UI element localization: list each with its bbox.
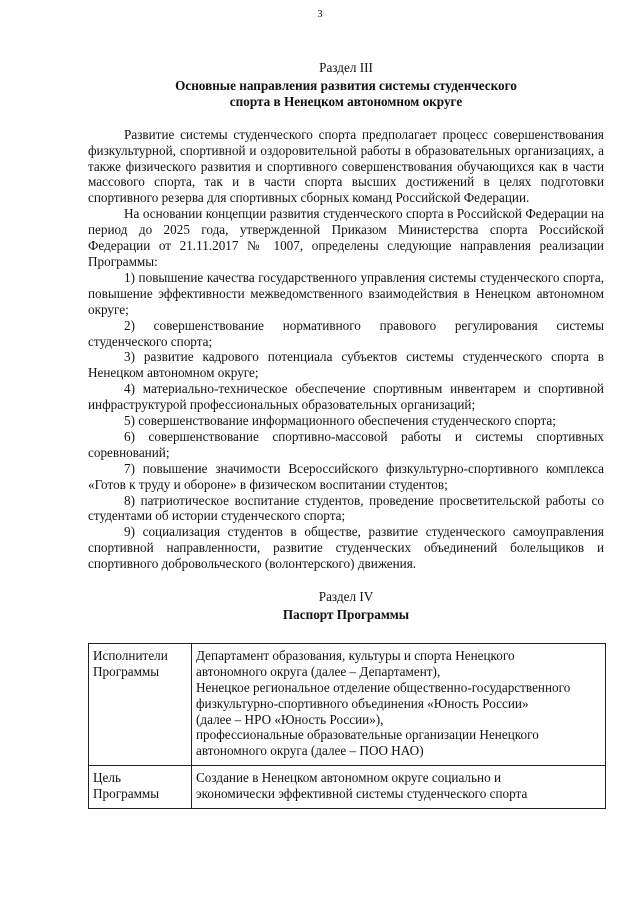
direction-item: 8) патриотическое воспитание студентов, проведение просветительской работы со студентами об истории студенческого спорта; — [88, 492, 604, 524]
row-value-line: Ненецкое региональное отделение общественно-государственного — [196, 679, 571, 695]
section-4-label: Раздел IV — [318, 589, 374, 605]
document-body — [88, 60, 604, 809]
direction-item: 9) социализация студентов в обществе, развитие студенческого самоуправления спортивной направленности, развитие студенческих объединений болельщиков и спортивного добровольческого (волонтерского) движения. — [88, 524, 604, 572]
direction-item: 7) повышение значимости Всероссийского физкультурно-спортивного комплекса «Готов к труду и обороне» в физическом воспитании студентов; — [88, 460, 604, 492]
passport-table — [88, 643, 606, 809]
row-value-line: физкультурно-спортивного объединения «Юность России» — [196, 695, 529, 711]
row-value-line: Создание в Ненецком автономном округе социально и — [196, 770, 502, 786]
row-value-cell — [192, 766, 606, 809]
section-3-paragraph: На основании концепции развития студенческого спорта в Российской Федерации на период до 2025 года, утвержденной Приказом Министерства спорта Российской Федерации от 21.11.2017 № 1007, определены следующие направления реализации Программы: — [88, 206, 604, 269]
section-3-paragraph: Развитие системы студенческого спорта предполагает процесс совершенствования физкультурной, спортивной и оздоровительной работы в образовательных организациях, а также физического развития и спортивного совершенствования обучающихся как в части массового спорта, так и в части спорта высших достижений в целях подготовки спортивного резерва для спортивных сборных команд Российской Федерации. — [88, 126, 604, 206]
row-label-line: Цель — [93, 770, 121, 786]
row-label-cell — [89, 766, 192, 809]
section-4-title: Паспорт Программы — [282, 607, 410, 622]
direction-item: 2) совершенствование нормативного правового регулирования системы студенческого спорта; — [88, 317, 604, 349]
row-value-cell — [192, 643, 606, 765]
direction-item: 1) повышение качества государственного управления системы студенческого спорта, повышение эффективности межведомственного взаимодействия в Ненецком автономном округе; — [88, 269, 604, 317]
direction-item: 6) совершенствование спортивно-массовой работы и системы спортивных соревнований; — [88, 428, 604, 460]
section-3-title-line: Основные направления развития системы студенческого — [175, 77, 517, 93]
direction-item: 5) совершенствование информационного обеспечения студенческого спорта; — [124, 413, 556, 429]
row-value-line: автономного округа (далее – Департамент), — [196, 663, 441, 679]
row-label-line: Программы — [93, 663, 160, 679]
row-label-cell — [89, 643, 192, 765]
row-value-line: автономного округа (далее – ПОО НАО) — [196, 743, 424, 759]
row-value-line: экономически эффективной системы студенческого спорта — [196, 786, 528, 802]
section-3-title — [88, 78, 604, 110]
table-row — [89, 643, 606, 765]
row-label-line: Исполнители — [93, 647, 168, 663]
direction-item: 4) материально-техническое обеспечение спортивным инвентарем и спортивной инфраструктурой профессиональных образовательных организаций; — [88, 381, 604, 413]
section-3-label: Раздел III — [319, 60, 373, 75]
row-value-line: Департамент образования, культуры и спорта Ненецкого — [196, 647, 515, 663]
table-row — [89, 766, 606, 809]
row-value-line: (далее – НРО «Юность России»), — [196, 711, 384, 727]
row-value-line: профессиональные образовательные организации Ненецкого — [196, 727, 539, 743]
row-label-line: Программы — [93, 786, 160, 802]
page-number: 3 — [317, 9, 323, 20]
section-3-title-line: спорта в Ненецком автономном округе — [229, 93, 463, 109]
direction-item: 3) развитие кадрового потенциала субъектов системы студенческого спорта в Ненецком автономном округе; — [88, 349, 604, 381]
